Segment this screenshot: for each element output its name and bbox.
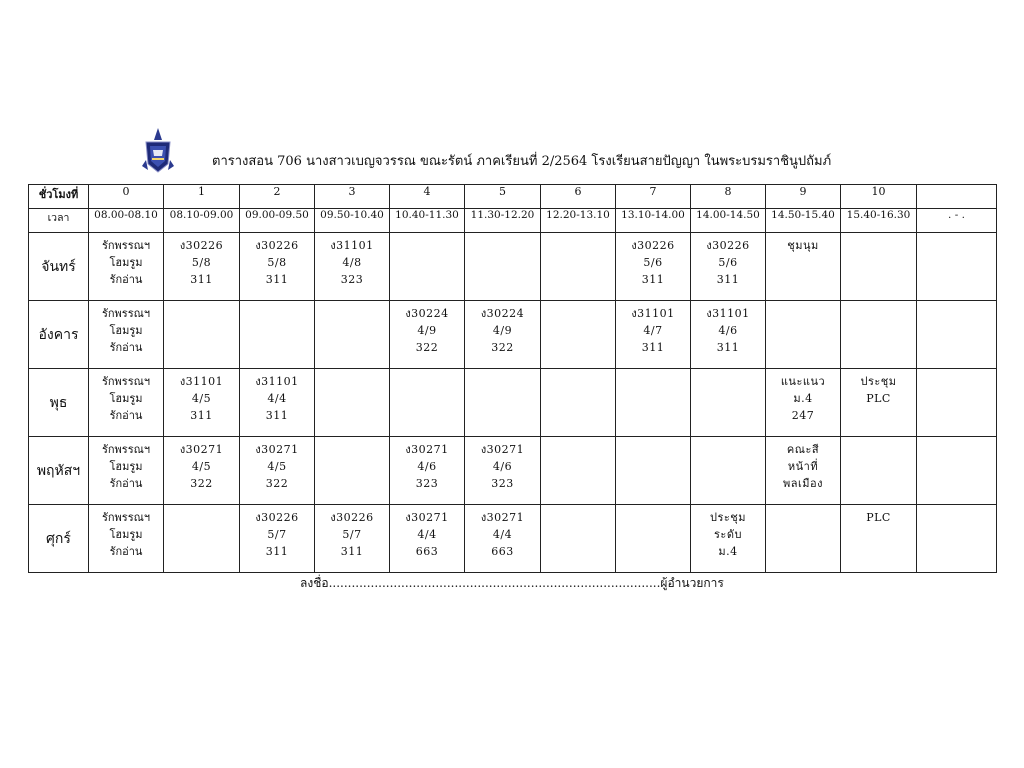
schedule-cell-line: 4/7 — [643, 324, 663, 337]
period-header-cell: 2 — [240, 185, 315, 209]
day-row — [29, 505, 997, 573]
day-name: พุธ — [29, 369, 89, 437]
schedule-cell — [390, 233, 465, 301]
schedule-cell — [841, 369, 917, 437]
schedule-cell-line: 4/4 — [267, 392, 287, 405]
document-header — [140, 126, 900, 176]
schedule-cell — [240, 505, 315, 573]
schedule-cell-line: PLC — [866, 392, 891, 405]
schedule-cell-line: แนะแนว — [780, 375, 826, 388]
activity-line: โฮมรูม — [109, 324, 143, 337]
schedule-cell — [691, 437, 766, 505]
schedule-cell-line: ง31101 — [631, 307, 675, 320]
schedule-cell-line: 323 — [491, 477, 514, 490]
schedule-cell-line: ง31101 — [706, 307, 750, 320]
schedule-cell-line: ง30226 — [255, 239, 299, 252]
schedule-cell — [164, 301, 240, 369]
schedule-cell-line: 5/7 — [342, 528, 362, 541]
schedule-cell — [616, 437, 691, 505]
activity-line: รักพรรณฯ — [101, 239, 151, 252]
period-header-cell: 10 — [841, 185, 917, 209]
activity-line: รักอ่าน — [109, 409, 143, 422]
schedule-cell — [766, 505, 841, 573]
schedule-cell — [616, 301, 691, 369]
schedule-cell — [917, 233, 997, 301]
schedule-cell — [691, 233, 766, 301]
schedule-cell-line: 311 — [265, 545, 289, 558]
schedule-cell-line: 5/7 — [267, 528, 287, 541]
schedule-cell-line: 247 — [791, 409, 815, 422]
day-name: พฤหัสฯ — [29, 437, 89, 505]
schedule-cell — [616, 233, 691, 301]
schedule-cell-line: ง31101 — [179, 375, 224, 388]
homeroom-activity-cell — [89, 505, 164, 573]
time-cell: 11.30-12.20 — [465, 209, 541, 233]
period-header-cell: 5 — [465, 185, 541, 209]
schedule-cell — [240, 301, 315, 369]
schedule-cell — [315, 369, 390, 437]
schedule-cell-line: 322 — [265, 477, 289, 490]
schedule-cell-line: 5/6 — [718, 256, 738, 269]
schedule-cell-line: 322 — [415, 341, 439, 354]
schedule-cell — [917, 369, 997, 437]
schedule-cell-line: 4/6 — [417, 460, 437, 473]
schedule-cell — [164, 505, 240, 573]
schedule-cell — [240, 369, 315, 437]
schedule-cell-line: 4/4 — [417, 528, 437, 541]
schedule-cell-line: 322 — [491, 341, 514, 354]
schedule-cell-line: 4/5 — [191, 460, 212, 473]
schedule-cell-line: 4/5 — [191, 392, 212, 405]
schedule-cell-line: ง30271 — [405, 511, 449, 524]
activity-line: รักพรรณฯ — [101, 307, 151, 320]
school-emblem-icon — [140, 126, 176, 176]
period-header-cell: 3 — [315, 185, 390, 209]
period-header-cell — [917, 185, 997, 209]
time-cell: 08.10-09.00 — [164, 209, 240, 233]
schedule-cell-line: ง30224 — [480, 307, 525, 320]
schedule-cell — [766, 233, 841, 301]
time-cell: 09.00-09.50 — [240, 209, 315, 233]
schedule-cell-line: 4/4 — [492, 528, 513, 541]
schedule-cell-line: 311 — [190, 409, 213, 422]
schedule-cell — [164, 437, 240, 505]
schedule-cell — [390, 301, 465, 369]
schedule-cell — [766, 301, 841, 369]
schedule-cell — [465, 437, 541, 505]
period-header-cell: 0 — [89, 185, 164, 209]
time-cell: 14.50-15.40 — [766, 209, 841, 233]
schedule-cell-line: 311 — [716, 341, 740, 354]
schedule-cell-line: ง30226 — [631, 239, 675, 252]
schedule-cell — [465, 301, 541, 369]
schedule-cell-line: ระดับ — [714, 528, 742, 541]
schedule-cell-line: 311 — [716, 273, 740, 286]
schedule-cell — [616, 505, 691, 573]
page-title: ตารางสอน 706 นางสาวเบญจวรรณ ขณะรัตน์ ภาคเรียนที่ 2/2564 โรงเรียนสายปัญญา ในพระบรมราชินูปถัมภ์ — [212, 154, 832, 169]
schedule-cell-line: หน้าที่ — [787, 460, 819, 473]
schedule-cell-line: 311 — [340, 545, 364, 558]
schedule-cell — [465, 505, 541, 573]
time-cell: . - . — [917, 209, 997, 233]
time-cell: 08.00-08.10 — [89, 209, 164, 233]
period-header-cell: 6 — [541, 185, 616, 209]
schedule-cell-line: 4/9 — [492, 324, 513, 337]
time-cell: 12.20-13.10 — [541, 209, 616, 233]
schedule-cell — [691, 505, 766, 573]
day-name: ศุกร์ — [29, 505, 89, 573]
period-header-cell: 8 — [691, 185, 766, 209]
day-name: จันทร์ — [29, 233, 89, 301]
activity-line: โฮมรูม — [109, 528, 143, 541]
schedule-cell-line: ประชุม — [709, 511, 746, 524]
schedule-cell — [841, 437, 917, 505]
schedule-cell — [841, 505, 917, 573]
schedule-cell-line: 311 — [641, 341, 665, 354]
schedule-cell-line: 663 — [491, 545, 514, 558]
time-row — [29, 209, 997, 233]
homeroom-activity-cell — [89, 301, 164, 369]
day-row — [29, 301, 997, 369]
period-label: ชั่วโมงที่ — [29, 185, 89, 209]
schedule-cell — [240, 437, 315, 505]
schedule-cell-line: 311 — [265, 273, 289, 286]
schedule-cell — [164, 369, 240, 437]
schedule-cell-line: ง30271 — [480, 443, 525, 456]
schedule-cell — [917, 437, 997, 505]
homeroom-activity-cell — [89, 233, 164, 301]
activity-line: รักพรรณฯ — [101, 375, 151, 388]
schedule-cell — [917, 505, 997, 573]
day-row — [29, 233, 997, 301]
schedule-cell-line: ชุมนุม — [787, 239, 819, 252]
schedule-cell — [917, 301, 997, 369]
schedule-cell-line: ง30271 — [179, 443, 224, 456]
schedule-cell — [541, 437, 616, 505]
schedule-cell — [315, 301, 390, 369]
activity-line: รักพรรณฯ — [101, 443, 151, 456]
activity-line: รักพรรณฯ — [101, 511, 151, 524]
schedule-cell — [315, 505, 390, 573]
activity-line: รักอ่าน — [109, 477, 143, 490]
homeroom-activity-cell — [89, 437, 164, 505]
time-cell: 15.40-16.30 — [841, 209, 917, 233]
schedule-cell — [541, 233, 616, 301]
schedule-cell-line: ประชุม — [860, 375, 897, 388]
schedule-cell — [691, 369, 766, 437]
schedule-cell — [240, 233, 315, 301]
activity-line: รักอ่าน — [109, 545, 143, 558]
period-header-cell: 7 — [616, 185, 691, 209]
schedule-cell-line: 663 — [415, 545, 439, 558]
schedule-cell — [691, 301, 766, 369]
schedule-cell-line: ง30224 — [405, 307, 449, 320]
time-label: เวลา — [29, 209, 89, 233]
day-name: อังคาร — [29, 301, 89, 369]
schedule-cell — [766, 369, 841, 437]
schedule-cell-line: ง30226 — [330, 511, 374, 524]
schedule-cell — [390, 505, 465, 573]
signature-line: ลงชื่อ.......................................................................................ผู้อำนวยการ — [300, 576, 724, 590]
schedule-cell-line: 323 — [340, 273, 364, 286]
schedule-cell-line: 4/9 — [417, 324, 437, 337]
schedule-cell-line: ง30271 — [405, 443, 449, 456]
schedule-cell-line: 311 — [265, 409, 289, 422]
schedule-cell — [541, 369, 616, 437]
schedule-cell-line: ม.4 — [793, 392, 813, 405]
schedule-cell-line: 5/6 — [643, 256, 663, 269]
schedule-cell — [766, 437, 841, 505]
activity-line: รักอ่าน — [109, 273, 143, 286]
schedule-cell-line: 5/8 — [267, 256, 287, 269]
day-row — [29, 437, 997, 505]
schedule-cell-line: ง30271 — [255, 443, 299, 456]
schedule-cell-line: 322 — [190, 477, 213, 490]
schedule-cell-line: 4/8 — [342, 256, 362, 269]
period-header-cell: 9 — [766, 185, 841, 209]
schedule-cell-line: ง30271 — [480, 511, 525, 524]
schedule-cell — [315, 437, 390, 505]
timetable — [28, 184, 997, 573]
schedule-cell — [541, 505, 616, 573]
schedule-cell — [541, 301, 616, 369]
schedule-cell-line: ง31101 — [330, 239, 374, 252]
period-header-cell: 1 — [164, 185, 240, 209]
schedule-cell — [465, 233, 541, 301]
schedule-cell-line: 4/6 — [492, 460, 513, 473]
day-row — [29, 369, 997, 437]
schedule-cell-line: 311 — [190, 273, 213, 286]
schedule-cell — [315, 233, 390, 301]
time-cell: 10.40-11.30 — [390, 209, 465, 233]
schedule-cell-line: พลเมือง — [783, 477, 823, 490]
schedule-cell-line: ง30226 — [255, 511, 299, 524]
schedule-cell — [465, 369, 541, 437]
schedule-cell — [841, 301, 917, 369]
schedule-cell-line: ง30226 — [179, 239, 224, 252]
schedule-cell-line: 4/6 — [718, 324, 738, 337]
schedule-cell — [164, 233, 240, 301]
schedule-cell-line: ม.4 — [718, 545, 738, 558]
schedule-cell-line: 311 — [641, 273, 665, 286]
activity-line: โฮมรูม — [109, 392, 143, 405]
schedule-cell — [390, 369, 465, 437]
schedule-cell — [841, 233, 917, 301]
schedule-cell-line: 323 — [415, 477, 439, 490]
activity-line: โฮมรูม — [109, 256, 143, 269]
period-header-row — [29, 185, 997, 209]
schedule-cell-line: 4/5 — [267, 460, 287, 473]
time-cell: 09.50-10.40 — [315, 209, 390, 233]
period-header-cell: 4 — [390, 185, 465, 209]
schedule-cell-line: ง31101 — [255, 375, 299, 388]
activity-line: โฮมรูม — [109, 460, 143, 473]
time-cell: 13.10-14.00 — [616, 209, 691, 233]
time-cell: 14.00-14.50 — [691, 209, 766, 233]
schedule-cell-line: 5/8 — [191, 256, 212, 269]
activity-line: รักอ่าน — [109, 341, 143, 354]
schedule-cell-line: คณะสี — [786, 443, 820, 456]
schedule-cell — [390, 437, 465, 505]
homeroom-activity-cell — [89, 369, 164, 437]
schedule-cell-line: PLC — [866, 511, 891, 524]
schedule-cell — [616, 369, 691, 437]
schedule-cell-line: ง30226 — [706, 239, 750, 252]
